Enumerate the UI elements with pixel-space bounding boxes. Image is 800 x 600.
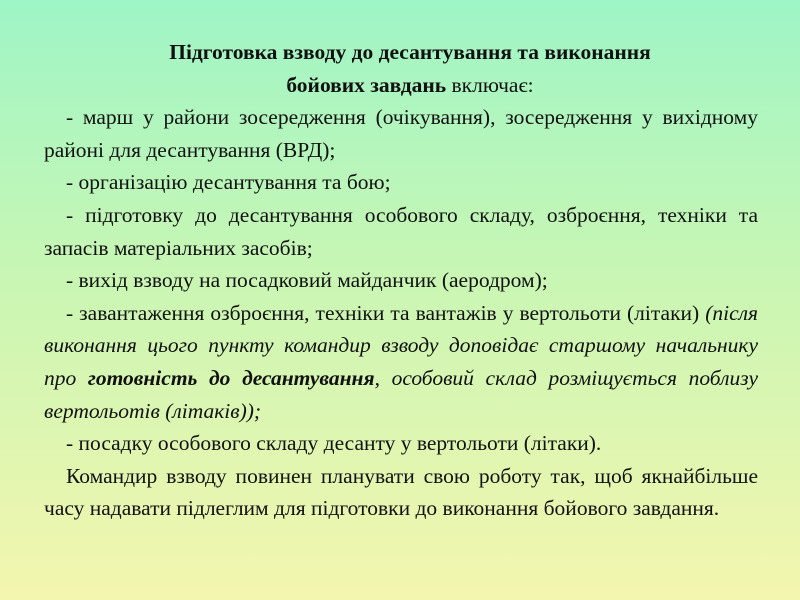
title-bold-line2: бойових завдань	[286, 72, 447, 97]
loading-lead: - завантаження озброєння, техніки та вантажів у вертольоти (літаки)	[66, 300, 706, 325]
loading-note-end: , особовий склад розміщується поблизу вертольотів (літаків));	[44, 365, 758, 423]
list-item-march: - марш у райони зосередження (очікування), зосередження у вихідному районі для десантування (ВРД);	[44, 105, 758, 162]
slide-title	[44, 36, 758, 101]
loading-note-start: (після виконання цього пункту командир взводу доповідає старшому начальнику про	[44, 300, 758, 390]
list-item-loading	[44, 297, 758, 427]
closing-paragraph: Командир взводу повинен планувати свою роботу так, щоб якнайбільше часу надавати підлеглим для підготовки до виконання бойового завдання.	[44, 463, 758, 521]
title-bold-line1: Підготовка взводу до десантування та виконання	[169, 40, 651, 64]
list-item-exit-landing-site: - вихід взводу на посадковий майданчик (аеродром);	[66, 268, 548, 293]
slide-content	[44, 36, 758, 525]
list-item-preparation: - підготовку до десантування особового складу, озброєння, техніки та запасів матеріальних засобів;	[44, 202, 758, 260]
list-item-organization: - організацію десантування та бою;	[66, 170, 391, 195]
loading-note-emphasis: готовність до десантування	[87, 365, 375, 390]
title-suffix: включає:	[446, 72, 534, 97]
list-item-boarding: - посадку особового складу десанту у вертольоти (літаки).	[66, 431, 602, 456]
